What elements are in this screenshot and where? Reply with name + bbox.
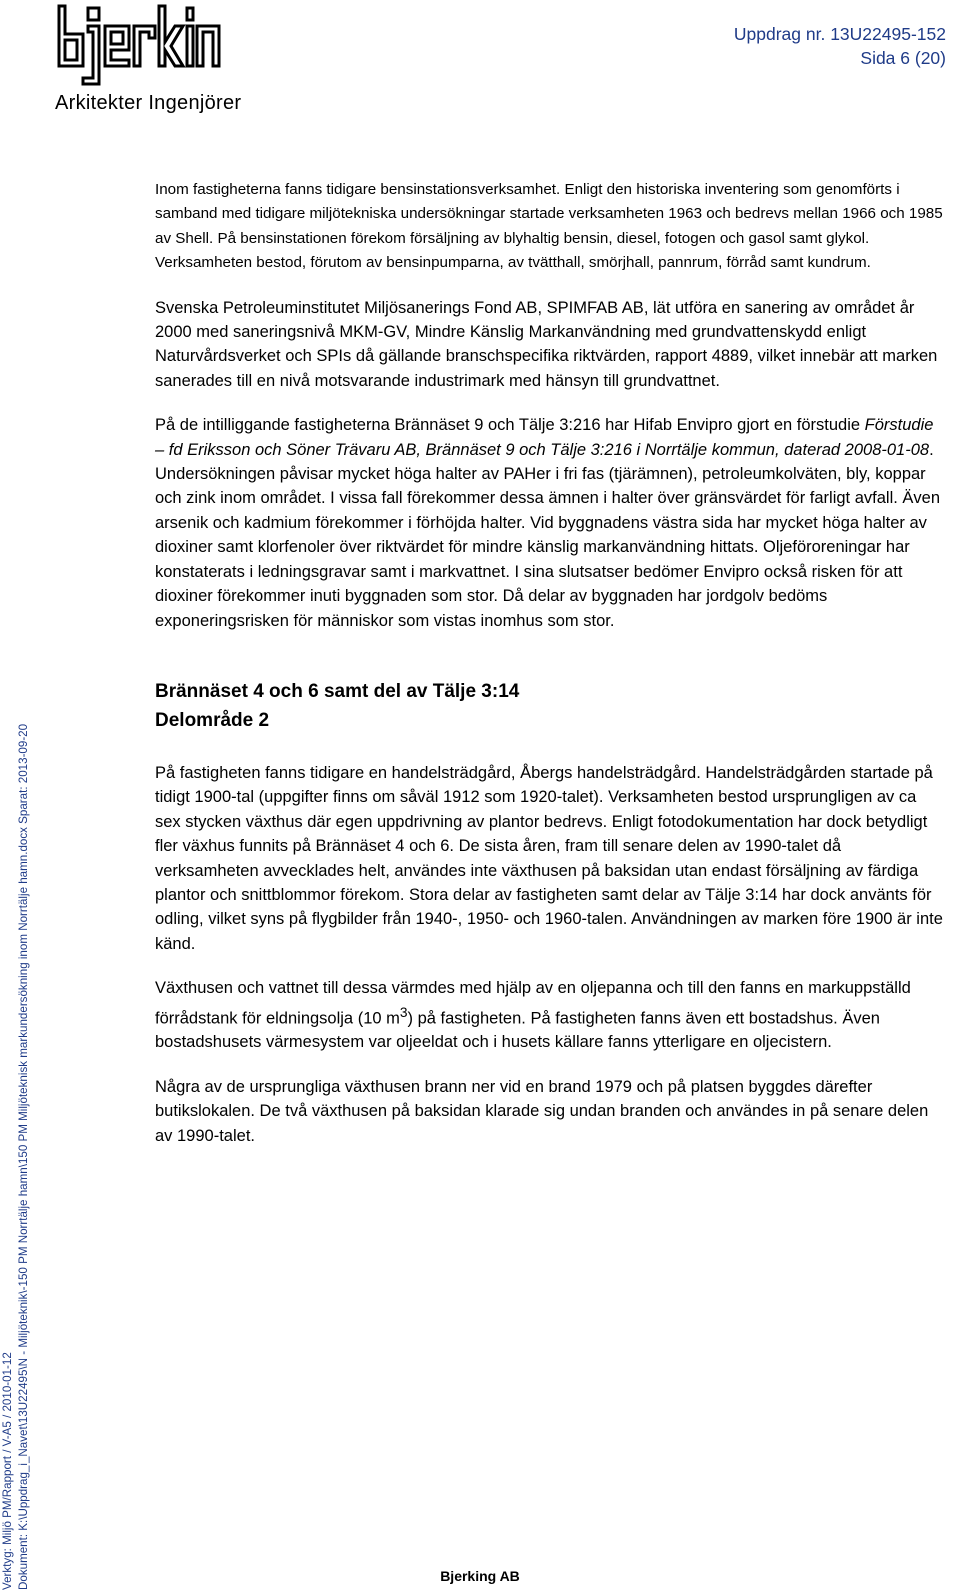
assignment-number: Uppdrag nr. 13U22495-152 xyxy=(733,24,946,44)
paragraph-text: På de intilliggande fastigheterna Brännäset 9 och Tälje 3:216 har Hifab Envipro gjort en förstudie xyxy=(155,416,865,435)
superscript: 3 xyxy=(399,1004,408,1020)
paragraph-text: Växthusen och vattnet till dessa värmdes med hjälp av en oljepanna och till den fanns en markuppställd förrådstank för eldningsolja (10 m xyxy=(155,979,911,1028)
document-body xyxy=(155,178,945,1168)
paragraph-hifab-study xyxy=(155,413,945,633)
paragraph-petrol-station: Inom fastigheterna fanns tidigare bensinstationsverksamhet. Enligt den historiska inventering som genomförts i samband med tidigare miljötekniska undersökningar startade verksamheten 1963 och bedrevs mellan 1966 och 1985 av Shell. På bensinstationen förekom försäljning av blyhaltig bensin, diesel, fotogen och gasol samt glykol. Verksamheten bestod, förutom av bensinpumparna, av tvätthall, smörjhall, pannrum, förråd samt kundrum. xyxy=(155,181,943,272)
study-title: Förstudie – fd Eriksson och Söner Trävaru AB, Brännäset 9 och Tälje 3:216 i Norrtälje kommun, daterad 2008-01-08 xyxy=(155,416,934,459)
document-header-info xyxy=(734,22,946,70)
margin-tool-line: Verktyg: Miljö PM/Rapport / V-A5 / 2010-01-12 xyxy=(1,1352,14,1590)
margin-document-path: Dokument: K:\Uppdrag_i_Navet\13U22495\N - Miljöteknik\-150 PM Norrtälje hamn\150 PM Miljöteknisk markundersökning inom Norrtälje hamn.docx Sparat: 2013-09-20 xyxy=(16,723,30,1590)
section-heading xyxy=(155,677,945,735)
margin-document-info xyxy=(0,590,34,1590)
paragraph-spimfab: Svenska Petroleuminstitutet Miljösanerings Fond AB, SPIMFAB AB, lät utföra en sanering av området år 2000 med saneringsnivå MKM-GV, Mindre Känslig Markanvändning med grundvattenskydd enligt Naturvårdsverket och SPIs då gällande branschspecifika riktvärden, rapport 4889, vilket innebär att marken sanerades till en nivå motsvarande industrimark med hänsyn till grundvattnet. xyxy=(155,298,938,390)
logo-tagline: Arkitekter Ingenjörer xyxy=(55,92,242,114)
paragraph-oil-tank xyxy=(155,976,945,1055)
paragraph-text: . Undersökningen påvisar mycket höga halter av PAHer i fri fas (tjärämnen), petroleumkolväten, bly, koppar och zink inom området. I vissa fall förekommer dessa ämnen i halter över gränsvärdet för farligt avfall. Även arsenik och kadmium förekommer i förhöjda halter. Vid byggnadens västra sida har mycket höga halter av dioxiner samt klorfenoler över riktvärdet för mindre känslig markanvändning hittats. Oljeföroreningar har konstaterats i ledningsgravar samt i markvattnet. I sina slutsatser bedömer Envipro också risken för att dioxiner förekommer inuti byggnaden som stor. Då delar av byggnaden har jordgolv bedöms exponeringsrisken för människor som vistas inomhus som stor. xyxy=(155,440,941,630)
logo-wordmark-icon xyxy=(55,4,225,90)
bjerking-logo xyxy=(55,4,242,122)
footer-company: Bjerking AB xyxy=(440,1568,520,1584)
paragraph-nursery: På fastigheten fanns tidigare en handelsträdgård, Åbergs handelsträdgård. Handelsträdgården startade på tidigt 1900-tal (uppgifter finns om såväl 1912 som 1920-talet). Verksamheten bestod ursprungligen av ca sex stycken växthus där egen uppdrivning av plantor bedrevs. Enligt fotodokumentation har dock betydligt fler växhus funnits på Brännäset 4 och 6. De sista åren, fram till senare delen av 1990-talet då verksamheten avvecklades helt, användes inte växthusen på baksidan utan endast försäljning av färdiga plantor och snittblommor förekom. Stora delar av fastigheten samt delar av Tälje 3:14 har dock använts för odling, vilket syns på flygbilder från 1940-, 1950- och 1960-talen. Användningen av marken före 1900 är inte känd. xyxy=(155,763,943,953)
paragraph-text: ) på fastigheten. På fastigheten fanns även ett bostadshus. Även bostadshusets värmesystem var oljeeldat och i husets källare fanns ytterligare en oljecistern. xyxy=(155,1009,880,1052)
page-number: Sida 6 (20) xyxy=(860,48,946,68)
paragraph-fire: Några av de ursprungliga växthusen brann ner vid en brand 1979 och på platsen byggdes därefter butikslokalen. De två växthusen på baksidan klarade sig undan branden och användes in på senare delen av 1990-talet. xyxy=(155,1077,929,1145)
section-heading-line1: Brännäset 4 och 6 samt del av Tälje 3:14 xyxy=(155,680,520,702)
section-heading-line2: Delområde 2 xyxy=(155,709,270,731)
